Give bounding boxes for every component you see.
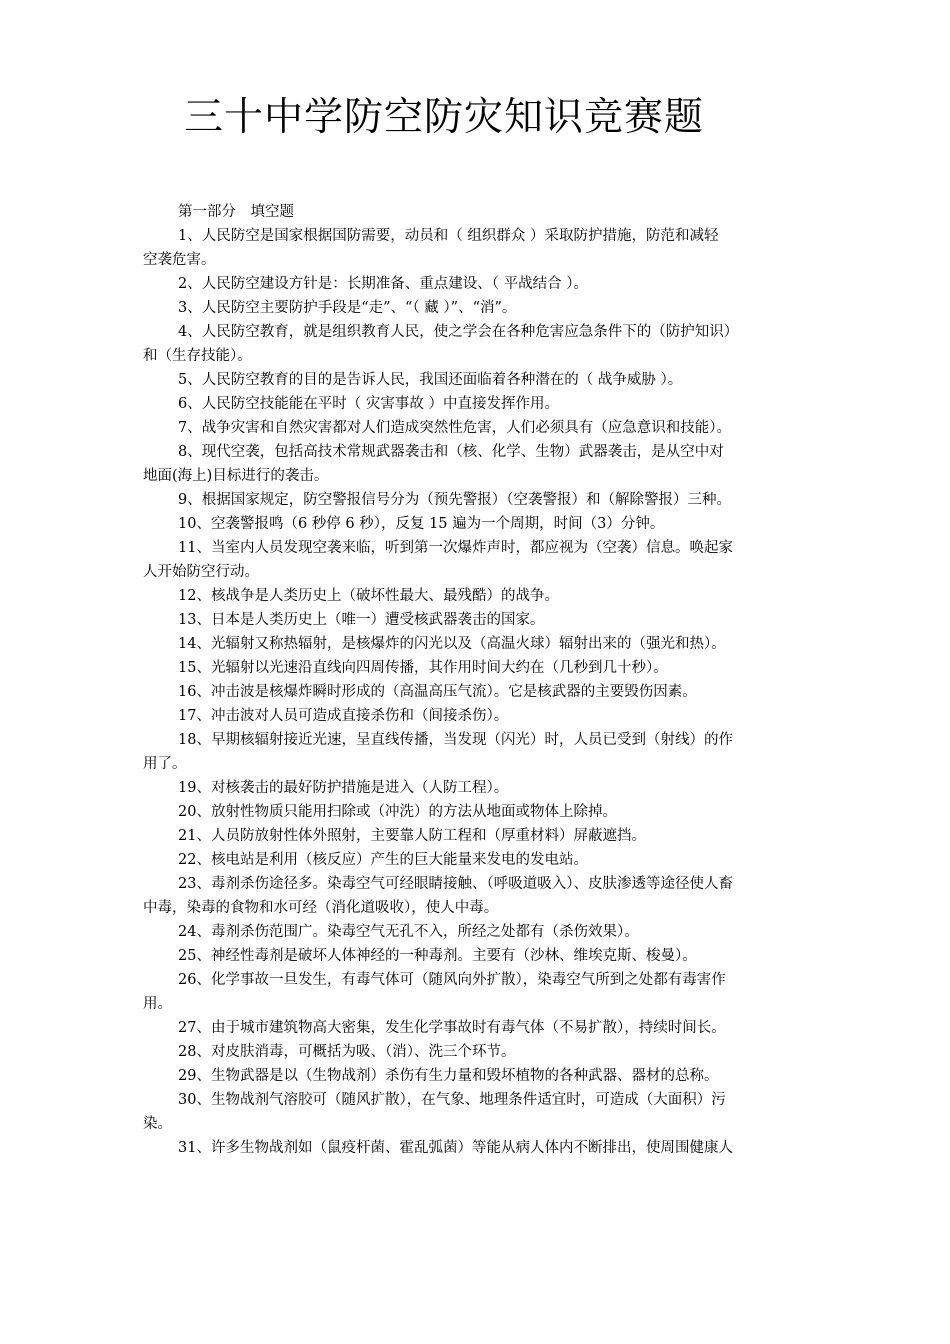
- question-item: 3、人民防空主要防护手段是“走”、“（ 藏 ）”、“消”。: [178, 300, 517, 316]
- question-item: 26、化学事故一旦发生，有毒气体可（随风向外扩散），染毒空气所到之处都有毒害作: [178, 972, 726, 988]
- section-heading: 第一部分 填空题: [178, 204, 294, 220]
- question-item: 8、现代空袭，包括高技术常规武器袭击和（核、化学、生物）武器袭击，是从空中对: [178, 444, 724, 460]
- question-item: 20、放射性物质只能用扫除或（冲洗）的方法从地面或物体上除掉。: [178, 804, 617, 820]
- question-item: 25、神经性毒剂是破坏人体神经的一种毒剂。主要有（沙林、维埃克斯、梭曼）。: [178, 948, 697, 964]
- question-item: 19、对核袭击的最好防护措施是进入（人防工程）。: [178, 780, 509, 796]
- question-item-continuation: 染。: [143, 1116, 172, 1132]
- question-item: 5、人民防空教育的目的是告诉人民，我国还面临着各种潜在的（ 战争威胁 ）。: [178, 372, 683, 388]
- question-item: 22、核电站是利用（核反应）产生的巨大能量来发电的发电站。: [178, 852, 588, 868]
- question-item: 18、早期核辐射接近光速，呈直线传播，当发现（闪光）时，人员已受到（射线）的作: [178, 732, 733, 748]
- question-item: 15、光辐射以光速沿直线向四周传播，其作用时间大约在（几秒到几十秒）。: [178, 660, 668, 676]
- question-item: 28、对皮肤消毒，可概括为吸、（消）、洗三个环节。: [178, 1044, 516, 1060]
- question-item: 23、毒剂杀伤途径多。染毒空气可经眼睛接触、（呼吸道吸入）、皮肤渗透等途径使人畜: [178, 876, 733, 892]
- document-title: 三十中学防空防灾知识竞赛题: [184, 95, 705, 140]
- question-item-continuation: 和（生存技能）。: [143, 348, 252, 364]
- question-item: 2、人民防空建设方针是：长期准备、重点建设、（ 平战结合 ）。: [178, 276, 588, 292]
- question-item: 12、核战争是人类历史上（破坏性最大、最残酷）的战争。: [178, 588, 559, 604]
- question-item: 14、光辐射又称热辐射，是核爆炸的闪光以及（高温火球）辐射出来的（强光和热）。: [178, 636, 726, 652]
- question-item: 10、空袭警报鸣（6 秒停 6 秒），反复 15 遍为一个周期，时间（3）分钟。: [178, 516, 665, 532]
- question-item-continuation: 地面(海上)目标进行的袭击。: [143, 468, 329, 484]
- question-item: 13、日本是人类历史上（唯一）遭受核武器袭击的国家。: [178, 612, 545, 628]
- question-item: 7、战争灾害和自然灾害都对人们造成突然性危害，人们必须具有（应急意识和技能）。: [178, 420, 731, 436]
- question-item-continuation: 空袭危害。: [143, 252, 216, 268]
- question-item: 6、人民防空技能能在平时（ 灾害事故 ）中直接发挥作用。: [178, 396, 559, 412]
- question-item: 1、人民防空是国家根据国防需要，动员和（ 组织群众 ）采取防护措施，防范和减轻: [178, 228, 719, 244]
- question-item: 17、冲击波对人员可造成直接杀伤和（间接杀伤）。: [178, 708, 509, 724]
- question-item: 27、由于城市建筑物高大密集，发生化学事故时有毒气体（不易扩散），持续时间长。: [178, 1020, 726, 1036]
- question-item-continuation: 用。: [143, 996, 172, 1012]
- question-item: 24、毒剂杀伤范围广。染毒空气无孔不入，所经之处都有（杀伤效果）。: [178, 924, 639, 940]
- question-item: 11、当室内人员发现空袭来临，听到第一次爆炸声时，都应视为（空袭）信息。唤起家: [178, 540, 733, 556]
- question-item: 21、人员防放射性体外照射，主要靠人防工程和（厚重材料）屏蔽遮挡。: [178, 828, 646, 844]
- question-item: 9、根据国家规定，防空警报信号分为（预先警报）（空袭警报）和（解除警报）三种。: [178, 492, 731, 508]
- document-body: [143, 200, 819, 1160]
- question-item-continuation: 用了。: [143, 756, 187, 772]
- question-item: 31、许多生物战剂如（鼠疫杆菌、霍乱弧菌）等能从病人体内不断排出，使周围健康人: [178, 1140, 733, 1156]
- question-item: 30、生物战剂气溶胶可（随风扩散），在气象、地理条件适宜时，可造成（大面积）污: [178, 1092, 726, 1108]
- question-item: 29、生物武器是以（生物战剂）杀伤有生力量和毁坏植物的各种武器、器材的总称。: [178, 1068, 719, 1084]
- question-item: 4、人民防空教育，就是组织教育人民，使之学会在各种危害应急条件下的（防护知识）: [178, 324, 739, 340]
- question-item-continuation: 中毒，染毒的食物和水可经（消化道吸收），使人中毒。: [143, 900, 499, 916]
- question-item-continuation: 人开始防空行动。: [143, 564, 259, 580]
- question-item: 16、冲击波是核爆炸瞬时形成的（高温高压气流）。它是核武器的主要毁伤因素。: [178, 684, 697, 700]
